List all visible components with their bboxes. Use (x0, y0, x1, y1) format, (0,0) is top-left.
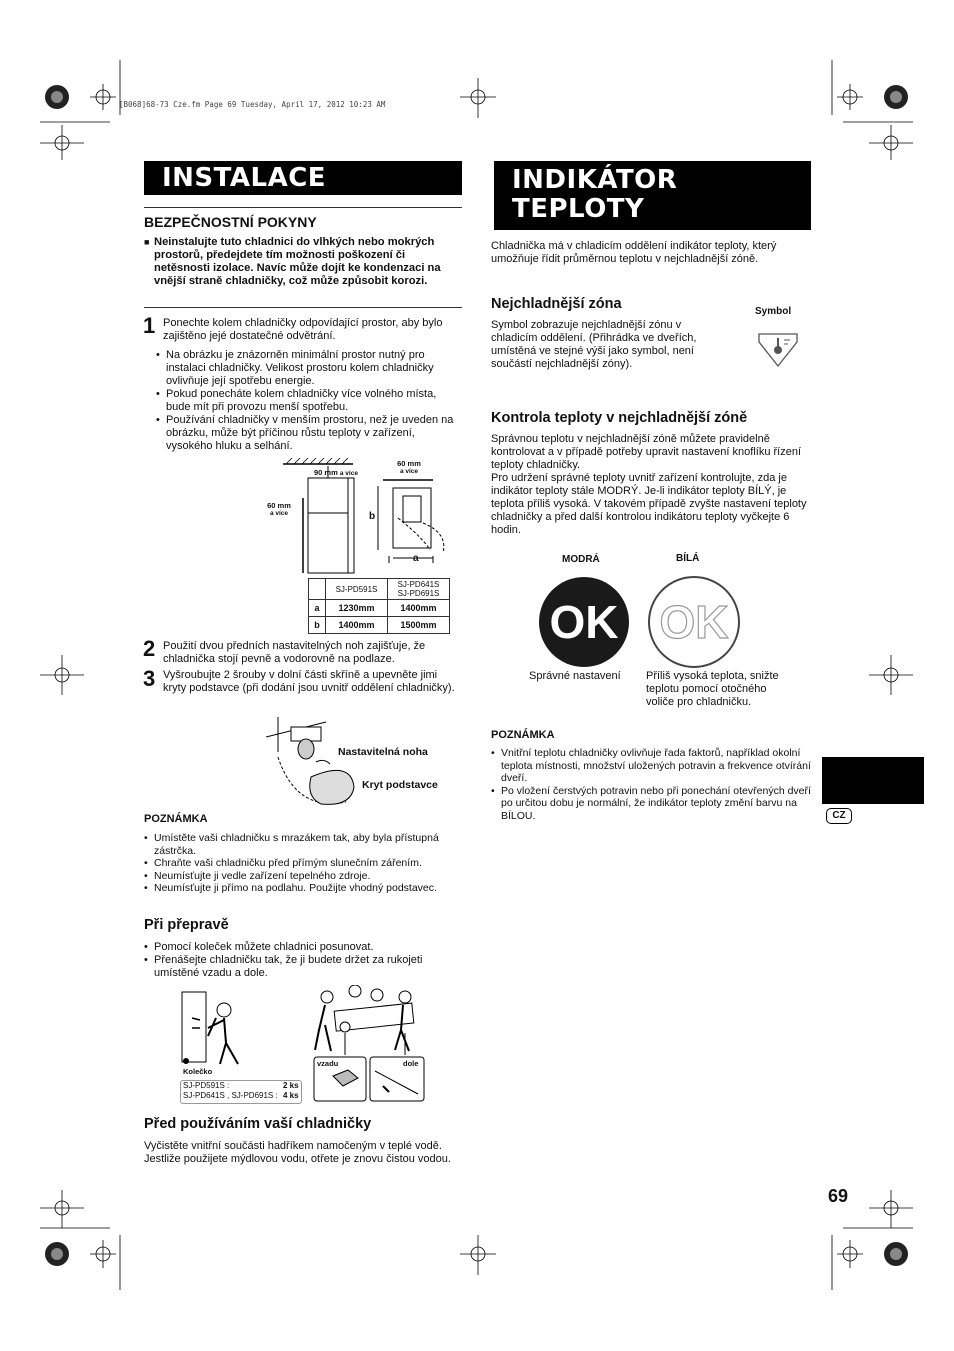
bottom-label: dole (403, 1059, 419, 1068)
list-item: • Neumísťujte ji přímo na podlahu. Použijte vhodný podstavec. (144, 882, 462, 895)
right-gap-value: 60 mm (397, 459, 421, 468)
crop-mark-bottom-left (40, 1190, 120, 1290)
table-cell: 1230mm (326, 600, 388, 617)
model-line2: SJ-PD641S , SJ-PD691S : (183, 1091, 278, 1100)
carrying-figure (305, 985, 425, 1055)
step1-text: Ponechte kolem chladničky odpovídající prostor, aby bylo zajištěno jejé dostatečné odvětrání. (163, 317, 443, 342)
table-cell: 1500mm (388, 617, 450, 634)
temp-check-text1: Správnou teplotu v nejchladnější zóně můžete pravidelně kontrolovat a v případě potřeby upravit nastavení knoflíku řízení teploty chladničky. (491, 433, 802, 471)
safety-block (144, 236, 462, 288)
section-title-indicator (494, 161, 811, 230)
coldest-zone-heading: Nejchladnější zóna (491, 296, 622, 312)
language-code: CZ (832, 810, 846, 821)
crop-mark-top-center (460, 78, 496, 118)
blue-caption: Správné nastavení (529, 670, 621, 682)
safety-text: Neinstalujte tuto chladnici do vlhkých nebo mokrých prostorů, předejdete tím možnosti poškození či netěsnosti izolace. Navíc může dojít ke kondenzaci na vnější straně chladničky, což může způsobit korozi. (154, 236, 441, 287)
ok-white-indicator (648, 576, 740, 668)
side-tab (822, 757, 924, 804)
adjustable-foot-label: Nastavitelná noha (338, 746, 428, 758)
transport-list (144, 941, 462, 980)
note-list (144, 832, 462, 895)
clearance-figure (258, 458, 463, 578)
transport-heading: Při přepravě (144, 917, 229, 933)
title-line1: INDIKÁTOR (512, 165, 678, 195)
right-note-list (491, 747, 811, 823)
section-title-instalace (144, 161, 462, 195)
right-gap-label (390, 460, 428, 476)
file-header: [B068]68-73 Cze.fm Page 69 Tuesday, April 17, 2012 10:23 AM (119, 100, 386, 109)
table-cell: 1400mm (326, 617, 388, 634)
table-cell: 1400mm (388, 600, 450, 617)
divider (144, 207, 462, 208)
crop-mark-top-right (832, 60, 913, 160)
table-row (309, 617, 450, 634)
base-cover-label: Kryt podstavce (362, 779, 438, 791)
model-line1: SJ-PD591S : (183, 1081, 230, 1090)
coldest-zone-symbol-icon (757, 328, 799, 368)
list-item: • Pokud ponecháte kolem chladničky více volného místa, bude mít při provozu menší spotřebu. (156, 388, 462, 414)
before-use-text: Vyčistěte vnitřní součásti hadříkem namočeným v teplé vodě. Jestliže použijete mýdlovou vodu, otřete je znovu čistou vodou. (144, 1140, 451, 1165)
temp-check-text2: Pro udržení správné teploty uvnitř zařízení kontrolujte, zda je indikátor teploty stále MODRÝ. Je-li indikátor teploty BÍLÝ, je teplota příliš vysoká. V takovém případě zvyšte nastavení teploty chladničky a před další kontrolou indikátoru teploty vyčkejte 6 hodin. (491, 472, 807, 536)
table-cell: SJ-PD591S (326, 579, 388, 600)
step3-text: Vyšroubujte 2 šrouby v dolní části skříně a upevněte jimi kryty podstavce (při dodání jsou uvnitř oddělení chladničky). (163, 669, 455, 694)
list-item: • Vnitřní teplotu chladničky ovlivňuje řada faktorů, například okolní teplota místnosti, množství uložených potravin a frekvence otvírání dveří. (491, 747, 811, 785)
table-cell (309, 579, 326, 600)
safety-heading: BEZPEČNOSTNÍ POKYNY (144, 214, 317, 230)
step1-bullets (156, 349, 462, 453)
step-number: 3 (143, 666, 156, 691)
coldest-zone-text: Symbol zobrazuje nejchladnější zónu v chladicím oddělení. (Přihrádka ve dveřích, umístěná ve stejné výši jako symbol, není součástí nejchladnější zóny). (491, 319, 697, 370)
ok-text: OK (659, 596, 729, 648)
dimensions-table (308, 578, 450, 634)
step-number: 2 (143, 636, 156, 661)
divider (144, 307, 462, 308)
count2: 4 ks (283, 1091, 299, 1100)
top-gap-note: a více (339, 470, 358, 477)
title-line2: TEPLOTY (512, 194, 645, 224)
leg-cover-figure (266, 712, 366, 816)
list-item: • Umístěte vaši chladničku s mrazákem tak, aby byla přístupná zástrčka. (144, 832, 462, 857)
ok-blue-indicator (539, 577, 629, 667)
top-gap-value: 90 mm (314, 468, 338, 477)
table-row (309, 579, 450, 600)
page-number: 69 (828, 1186, 849, 1206)
side-gap-note: a více (269, 510, 289, 517)
note-heading: POZNÁMKA (491, 729, 555, 741)
step-number: 1 (143, 313, 156, 338)
list-item: • Používání chladničky v menším prostoru, než je uveden na obrázku, může být příčinou růstu teploty v zařízení, vysokého hluku a selhání. (156, 414, 462, 453)
wheel-label: Kolečko (183, 1067, 213, 1076)
table-cell: SJ-PD641S SJ-PD691S (388, 579, 450, 600)
top-gap-label (314, 469, 358, 478)
moving-figure (180, 988, 255, 1068)
step2-text: Použití dvou předních nastavitelných noh zajišťuje, že chladnička stojí pevně a vodorovně na podlaze. (163, 640, 426, 665)
dim-a-label: a (413, 553, 419, 564)
right-gap-note: a více (399, 468, 419, 475)
square-bullet-icon: ■ (144, 237, 150, 247)
dim-b-label: b (369, 511, 376, 522)
ok-text: OK (549, 596, 619, 648)
note-heading: POZNÁMKA (144, 813, 208, 825)
table-row (309, 600, 450, 617)
symbol-label: Symbol (755, 306, 792, 317)
before-use-heading: Před používáním vaší chladničky (144, 1116, 372, 1132)
list-item: • Po vložení čerstvých potravin nebo při ponechání otevřených dveří po určitou dobu je normální, že indikátor teploty změní barvu na BÍLOU. (491, 785, 811, 823)
list-item: • Pomocí koleček můžete chladnici posunovat. (144, 941, 462, 954)
blue-label: MODRÁ (562, 554, 600, 565)
language-badge (826, 808, 852, 824)
table-cell: a (309, 600, 326, 617)
side-gap-value: 60 mm (267, 501, 291, 510)
temp-check-heading: Kontrola teploty v nejchladnější zóně (491, 410, 748, 426)
count1: 2 ks (283, 1081, 299, 1090)
side-gap-label (262, 502, 296, 518)
list-item: • Na obrázku je znázorněn minimální prostor nutný pro instalaci chladničky. Velikost prostoru kolem chladničky ovlivňuje její spotřebu energie. (156, 349, 462, 388)
white-label: BÍLÁ (676, 553, 700, 564)
indicator-intro: Chladnička má v chladicím oddělení indikátor teploty, který umožňuje řídit průměrnou teplotu v nejchladnější zóně. (491, 240, 777, 265)
white-caption: Příliš vysoká teplota, snižte teplotu pomocí otočného voliče pro chladničku. (646, 670, 779, 708)
table-cell: b (309, 617, 326, 634)
list-item: • Neumísťujte ji vedle zařízení tepelného zdroje. (144, 870, 462, 883)
rear-label: vzadu (317, 1059, 339, 1068)
title-text: INSTALACE (162, 163, 327, 193)
list-item: • Chraňte vaši chladničku před přímým slunečním zářením. (144, 857, 462, 870)
crop-mark-top-left (40, 60, 120, 160)
list-item: • Přenášejte chladničku tak, že ji budete držet za rukojeti umístěné vzadu a dole. (144, 954, 462, 980)
